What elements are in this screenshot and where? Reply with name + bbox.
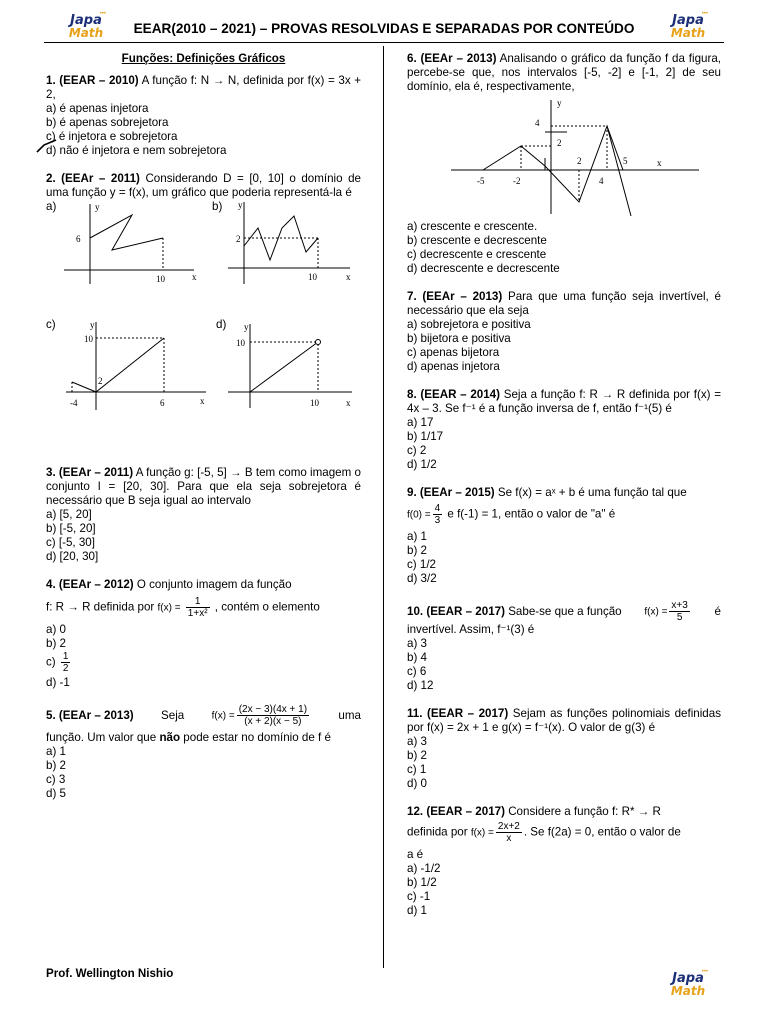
option-b[interactable]: b) 1/17: [407, 430, 444, 443]
svg-text:10: 10: [308, 272, 317, 282]
q2-graphs-row2: [46, 318, 361, 466]
question-1: 1. (EEAR – 2010) A função f: N → N, definida por f(x) = 3x + 2, a) é apenas injetora b) é apenas sobrejetora c) é injetora e sobrejetora d) não é injetora e nem sobrejetora: [46, 74, 361, 157]
option-c[interactable]: c) decrescente e crescente: [407, 248, 547, 261]
question-10: 10. (EEAR – 2017) Sabe-se que a função f(x) = $\frac{x+3}{5}$ é invertível. Assim, f⁻¹(3) é a) 3 b) 4 c) 6 d) 12: [407, 600, 721, 692]
option-d[interactable]: d) 1/2: [407, 458, 437, 471]
option-d[interactable]: d) [20, 30]: [46, 550, 99, 563]
option-d[interactable]: d) decrescente e decrescente: [407, 262, 560, 275]
option-d-label[interactable]: d): [216, 318, 227, 331]
q6-graph: [447, 96, 707, 216]
svg-text:x: x: [346, 398, 351, 408]
svg-text:10: 10: [310, 398, 319, 408]
q4-fraction: $\frac{1}{\text{1+x²}}$: [187, 596, 208, 619]
option-b-label[interactable]: b): [212, 200, 223, 213]
japamath-logo-right: ••• Japa Math: [670, 11, 708, 40]
svg-text:2: 2: [557, 138, 562, 148]
question-6: 6. (EEAr – 2013) Analisando o gráfico da função f da figura, percebe-se que, nos intervalos [-5, -2] e [-1, 2] de seu domínio, ela é, respectivamente,: [407, 52, 721, 93]
footer-author: Prof. Wellington Nishio: [46, 967, 174, 980]
option-d[interactable]: d) 1: [407, 904, 427, 917]
option-a[interactable]: a) 1: [46, 745, 66, 758]
option-c[interactable]: c) apenas bijetora: [407, 346, 500, 359]
option-b[interactable]: b) 2: [46, 637, 66, 650]
option-d[interactable]: d) 12: [407, 679, 434, 692]
q9-fraction: $\frac{4}{3}$: [434, 503, 441, 526]
option-d[interactable]: d) 3/2: [407, 572, 437, 585]
left-column: [46, 52, 361, 801]
page-title: EEAR(2010 – 2021) – PROVAS RESOLVIDAS E SEPARADAS POR CONTEÚDO: [133, 21, 635, 36]
option-c[interactable]: c) 2: [407, 444, 427, 457]
svg-text:x: x: [192, 272, 197, 282]
svg-text:10: 10: [84, 334, 93, 344]
svg-text:x: x: [657, 158, 662, 168]
q10-fraction: $\frac{x+3}{5}$: [671, 600, 688, 623]
option-a[interactable]: a) 1: [407, 530, 427, 543]
q12-fraction: $\frac{2x+2}{x}$: [497, 821, 520, 844]
option-a[interactable]: a) 17: [407, 416, 434, 429]
option-b[interactable]: b) 2: [46, 759, 66, 772]
svg-text:5: 5: [623, 156, 628, 166]
option-a[interactable]: a) -1/2: [407, 862, 441, 875]
option-b[interactable]: b) é apenas sobrejetora: [46, 116, 169, 129]
svg-text:2: 2: [577, 156, 582, 166]
option-a[interactable]: a) 3: [407, 735, 427, 748]
japamath-logo-footer: ••• Japa Math: [670, 969, 708, 998]
option-c[interactable]: c) $\frac{1}{2}$: [46, 651, 69, 674]
svg-text:y: y: [557, 98, 562, 108]
graph-option-d: [226, 320, 356, 412]
column-divider: [383, 46, 384, 968]
question-8: 8. (EEAR – 2014) Seja a função f: R → R definida por f(x) = 4x – 3. Se f⁻¹ é a função inversa de f, então f⁻¹(5) é a) 17 b) 1/17 c) 2 d) 1/2: [407, 388, 721, 471]
option-b[interactable]: b) 4: [407, 651, 427, 664]
svg-text:4: 4: [599, 176, 604, 186]
option-d[interactable]: d) 0: [407, 777, 427, 790]
svg-text:-2: -2: [513, 176, 521, 186]
svg-text:6: 6: [160, 398, 165, 408]
option-a-label[interactable]: a): [46, 200, 57, 213]
graph-option-a: [60, 200, 200, 288]
svg-text:-5: -5: [477, 176, 485, 186]
svg-text:y: y: [244, 322, 249, 332]
option-c[interactable]: c) 3: [46, 773, 66, 786]
option-c[interactable]: c) [-5, 30]: [46, 536, 95, 549]
question-3: 3. (EEAr – 2011) A função g: [-5, 5] → B tem como imagem o conjunto I = [20, 30]. Para que ela seja sobrejetora é necessário que B seja igual ao intervalo a) [5, 20] b) [-5, 20] c) [-5, 30] d) [20, 30]: [46, 466, 361, 563]
svg-text:2: 2: [98, 376, 103, 386]
option-a[interactable]: a) 3: [407, 637, 427, 650]
option-b[interactable]: b) 1/2: [407, 876, 437, 889]
svg-text:x: x: [200, 396, 205, 406]
option-d[interactable]: d) apenas injetora: [407, 360, 500, 373]
japamath-logo-left: ••• Japa Math: [68, 11, 106, 40]
svg-text:10: 10: [156, 274, 165, 284]
svg-text:2: 2: [236, 234, 241, 244]
option-a[interactable]: a) sobrejetora e positiva: [407, 318, 531, 331]
option-a[interactable]: a) [5, 20]: [46, 508, 92, 521]
svg-text:-4: -4: [70, 398, 78, 408]
option-c[interactable]: c) 1/2: [407, 558, 436, 571]
option-c[interactable]: c) é injetora e sobrejetora: [46, 130, 178, 143]
graph-option-b: [224, 198, 354, 288]
question-12: 12. (EEAR – 2017) Considere a função f: R* → R definida por f(x) = $\frac{2x+2}{x}$ . Se f(2a) = 0, então o valor de a é a) -1/2 b) 1/2 c) -1 d) 1: [407, 805, 721, 918]
question-7: 7. (EEAr – 2013) Para que uma função seja invertível, é necessário que ela seja a) sobrejetora e positiva b) bijetora e positiva c) apenas bijetora d) apenas injetora: [407, 290, 721, 373]
right-column: [407, 52, 721, 918]
question-9: 9. (EEAr – 2015) Se f(x) = aˣ + b é uma função tal que f(0) = $\frac{4}{3}$ e f(-1) = 1, então o valor de "a" é a) 1 b) 2 c) 1/2 d) 3/2: [407, 486, 721, 586]
option-c-label[interactable]: c): [46, 318, 56, 331]
header-rule: [44, 42, 724, 43]
option-b[interactable]: b) 2: [407, 749, 427, 762]
option-c[interactable]: c) 1: [407, 763, 427, 776]
svg-text:4: 4: [535, 118, 540, 128]
svg-text:10: 10: [236, 338, 245, 348]
option-b[interactable]: b) [-5, 20]: [46, 522, 96, 535]
section-subtitle: Funções: Definições Gráficos: [121, 52, 286, 65]
option-b[interactable]: b) crescente e decrescente: [407, 234, 547, 247]
option-a[interactable]: a) 0: [46, 623, 66, 636]
svg-text:y: y: [238, 200, 243, 210]
option-d[interactable]: d) -1: [46, 676, 70, 689]
option-b[interactable]: b) bijetora e positiva: [407, 332, 511, 345]
option-a[interactable]: a) crescente e crescente.: [407, 220, 538, 233]
option-c[interactable]: c) -1: [407, 890, 431, 903]
q5-fraction: $\frac{(2x - 3)(4x + 1)}{(x + 2)(x - 5)}$: [238, 704, 308, 727]
option-d[interactable]: d) não é injetora e nem sobrejetora: [46, 144, 227, 157]
svg-text:6: 6: [76, 234, 81, 244]
question-2: 2. (EEAr – 2011) Considerando D = [0, 10] o domínio de uma função y = f(x), um gráfico que poderia representá-la é: [46, 172, 361, 199]
svg-text:y: y: [95, 202, 100, 212]
option-a[interactable]: a) é apenas injetora: [46, 102, 149, 115]
question-11: 11. (EEAR – 2017) Sejam as funções polinomiais definidas por f(x) = 2x + 1 e g(x) = f⁻¹(x). O valor de g(3) é a) 3 b) 2 c) 1 d) 0: [407, 707, 721, 790]
q2-graphs-row1: [46, 200, 361, 318]
graph-option-c: [62, 318, 212, 414]
option-c[interactable]: c) 6: [407, 665, 427, 678]
option-d[interactable]: d) 5: [46, 787, 66, 800]
svg-text:x: x: [346, 272, 351, 282]
question-5: 5. (EEAr – 2013) Seja f(x) = $\frac{(2x - 3)(4x + 1)}{(x + 2)(x - 5)}$ uma função. Um valor que não pode estar no domínio de f é a) 1 b) 2 c) 3 d) 5: [46, 704, 361, 800]
question-4: 4. (EEAr – 2012) O conjunto imagem da função f: R → R definida por f(x) = $\frac{1}{\text{1+x²}}$ , contém o elemento a) 0 b) 2 c) $\frac{1}{2}$ d) -1: [46, 578, 361, 690]
option-b[interactable]: b) 2: [407, 544, 427, 557]
svg-text:y: y: [90, 320, 95, 330]
